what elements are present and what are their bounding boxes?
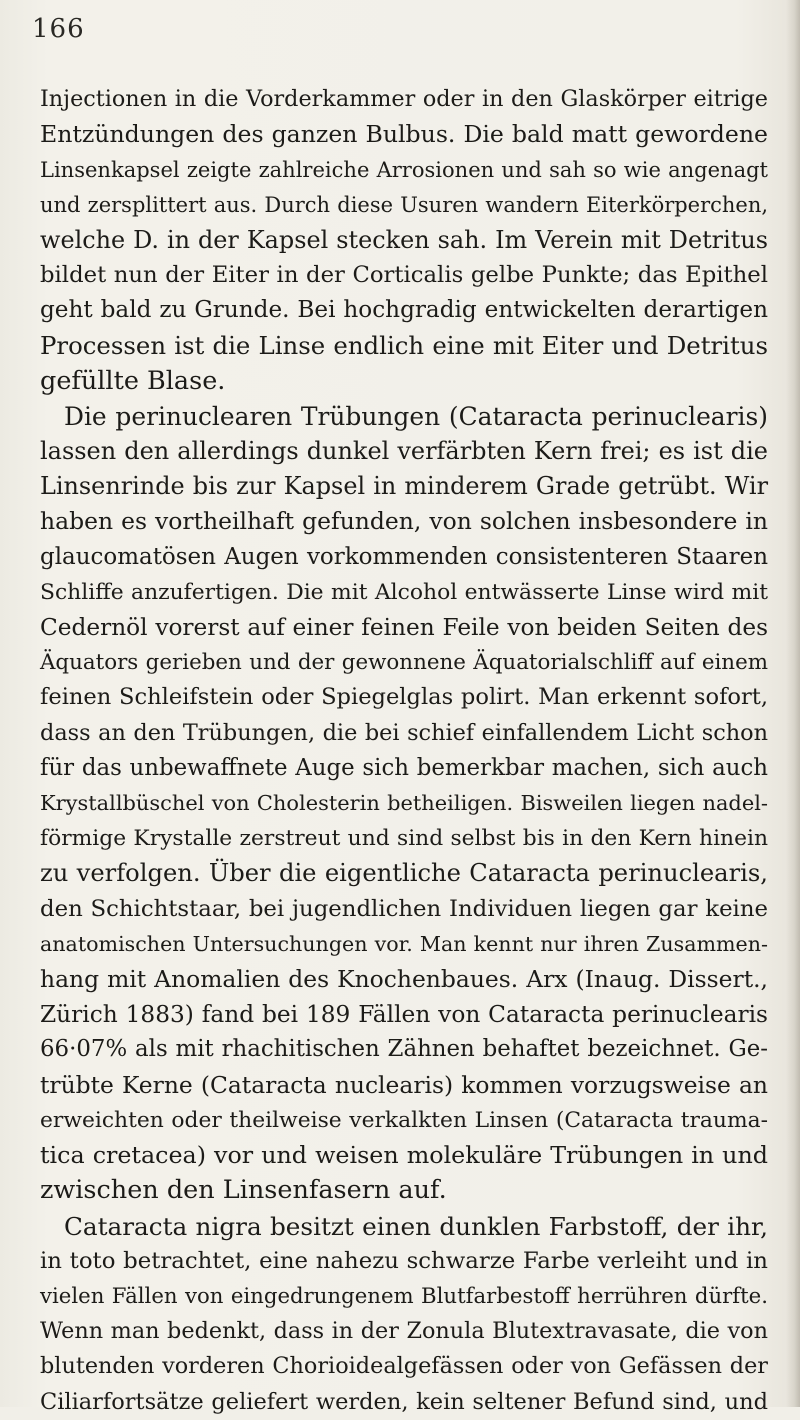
- text-line: anatomischen Untersuchungen vor. Man kennt nur ihren Zusammen-: [40, 931, 768, 956]
- text-line: feinen Schleifstein oder Spiegelglas polirt. Man erkennt sofort,: [40, 684, 768, 711]
- text-line: zwischen den Linsenfasern auf.: [40, 1175, 447, 1206]
- text-line: lassen den allerdings dunkel verfärbten Kern frei; es ist die: [40, 437, 768, 466]
- text-line: gefüllte Blase.: [40, 365, 226, 396]
- text-line: Ciliarfortsätze geliefert werden, kein seltener Befund sind, und: [40, 1388, 768, 1415]
- text-line: tica cretacea) vor und weisen molekuläre Trübungen in und: [40, 1141, 768, 1170]
- text-line: glaucomatösen Augen vorkommenden consistenteren Staaren: [40, 543, 768, 570]
- text-line: hang mit Anomalien des Knochenbaues. Arx (Inaug. Dissert.,: [40, 965, 768, 994]
- page-edge-shadow: [786, 0, 800, 1407]
- text-line: Äquators gerieben und der gewonnene Äquatorialschliff auf einem: [40, 650, 768, 676]
- text-line: Entzündungen des ganzen Bulbus. Die bald matt gewordene: [40, 120, 768, 149]
- text-line: welche D. in der Kapsel stecken sah. Im Verein mit Detritus: [40, 225, 768, 254]
- text-line: blutenden vorderen Chorioidealgefässen oder von Gefässen der: [40, 1353, 768, 1380]
- text-line: Wenn man bedenkt, dass in der Zonula Blutextravasate, die von: [40, 1318, 768, 1345]
- text-line: Die perinuclearen Trübungen (Cataracta perinuclearis): [64, 401, 768, 431]
- text-line: und zersplittert aus. Durch diese Usuren wandern Eiterkörperchen,: [40, 192, 768, 217]
- text-line: Krystallbüschel von Cholesterin betheiligen. Bisweilen liegen nadel-: [40, 791, 768, 816]
- text-line: förmige Krystalle zerstreut und sind selbst bis in den Kern hinein: [40, 826, 768, 852]
- text-line: geht bald zu Grunde. Bei hochgradig entwickelten derartigen: [40, 297, 768, 324]
- text-line: bildet nun der Eiter in der Corticalis gelbe Punkte; das Epithel: [40, 262, 768, 289]
- text-line: Cedernöl vorerst auf einer feinen Feile von beiden Seiten des: [40, 614, 768, 642]
- text-line: vielen Fällen von eingedrungenem Blutfarbestoff herrühren dürfte.: [40, 1283, 768, 1309]
- text-line: trübte Kerne (Cataracta nuclearis) kommen vorzugsweise an: [40, 1070, 768, 1099]
- text-line: Processen ist die Linse endlich eine mit Eiter und Detritus: [40, 331, 768, 361]
- text-line: Zürich 1883) fand bei 189 Fällen von Cataracta perinuclearis: [40, 1001, 768, 1029]
- text-line: Injectionen in die Vorderkammer oder in den Glaskörper eitrige: [40, 86, 768, 112]
- text-line: haben es vortheilhaft gefunden, von solchen insbesondere in: [40, 507, 768, 536]
- page-number: 166: [32, 14, 85, 44]
- text-line: Cataracta nigra besitzt einen dunklen Farbstoff, der ihr,: [64, 1211, 768, 1241]
- text-line: Linsenkapsel zeigte zahlreiche Arrosionen und sah so wie angenagt: [40, 157, 768, 183]
- body-text: [40, 82, 768, 1420]
- text-line: 66·07% als mit rhachitischen Zähnen behaftet bezeichnet. Ge-: [40, 1036, 768, 1063]
- text-line: dass an den Trübungen, die bei schief einfallendem Licht schon: [40, 719, 768, 746]
- text-line: Schliffe anzufertigen. Die mit Alcohol entwässerte Linse wird mit: [40, 579, 768, 605]
- text-line: erweichten oder theilweise verkalkten Linsen (Cataracta trauma-: [40, 1107, 768, 1133]
- text-line: in toto betrachtet, eine nahezu schwarze Farbe verleiht und in: [40, 1247, 768, 1274]
- text-line: den Schichtstaar, bei jugendlichen Individuen liegen gar keine: [40, 895, 768, 922]
- text-line: für das unbewaffnete Auge sich bemerkbar machen, sich auch: [40, 754, 768, 781]
- text-line: Linsenrinde bis zur Kapsel in minderem Grade getrübt. Wir: [40, 472, 768, 501]
- text-line: zu verfolgen. Über die eigentliche Cataracta perinuclearis,: [40, 859, 768, 888]
